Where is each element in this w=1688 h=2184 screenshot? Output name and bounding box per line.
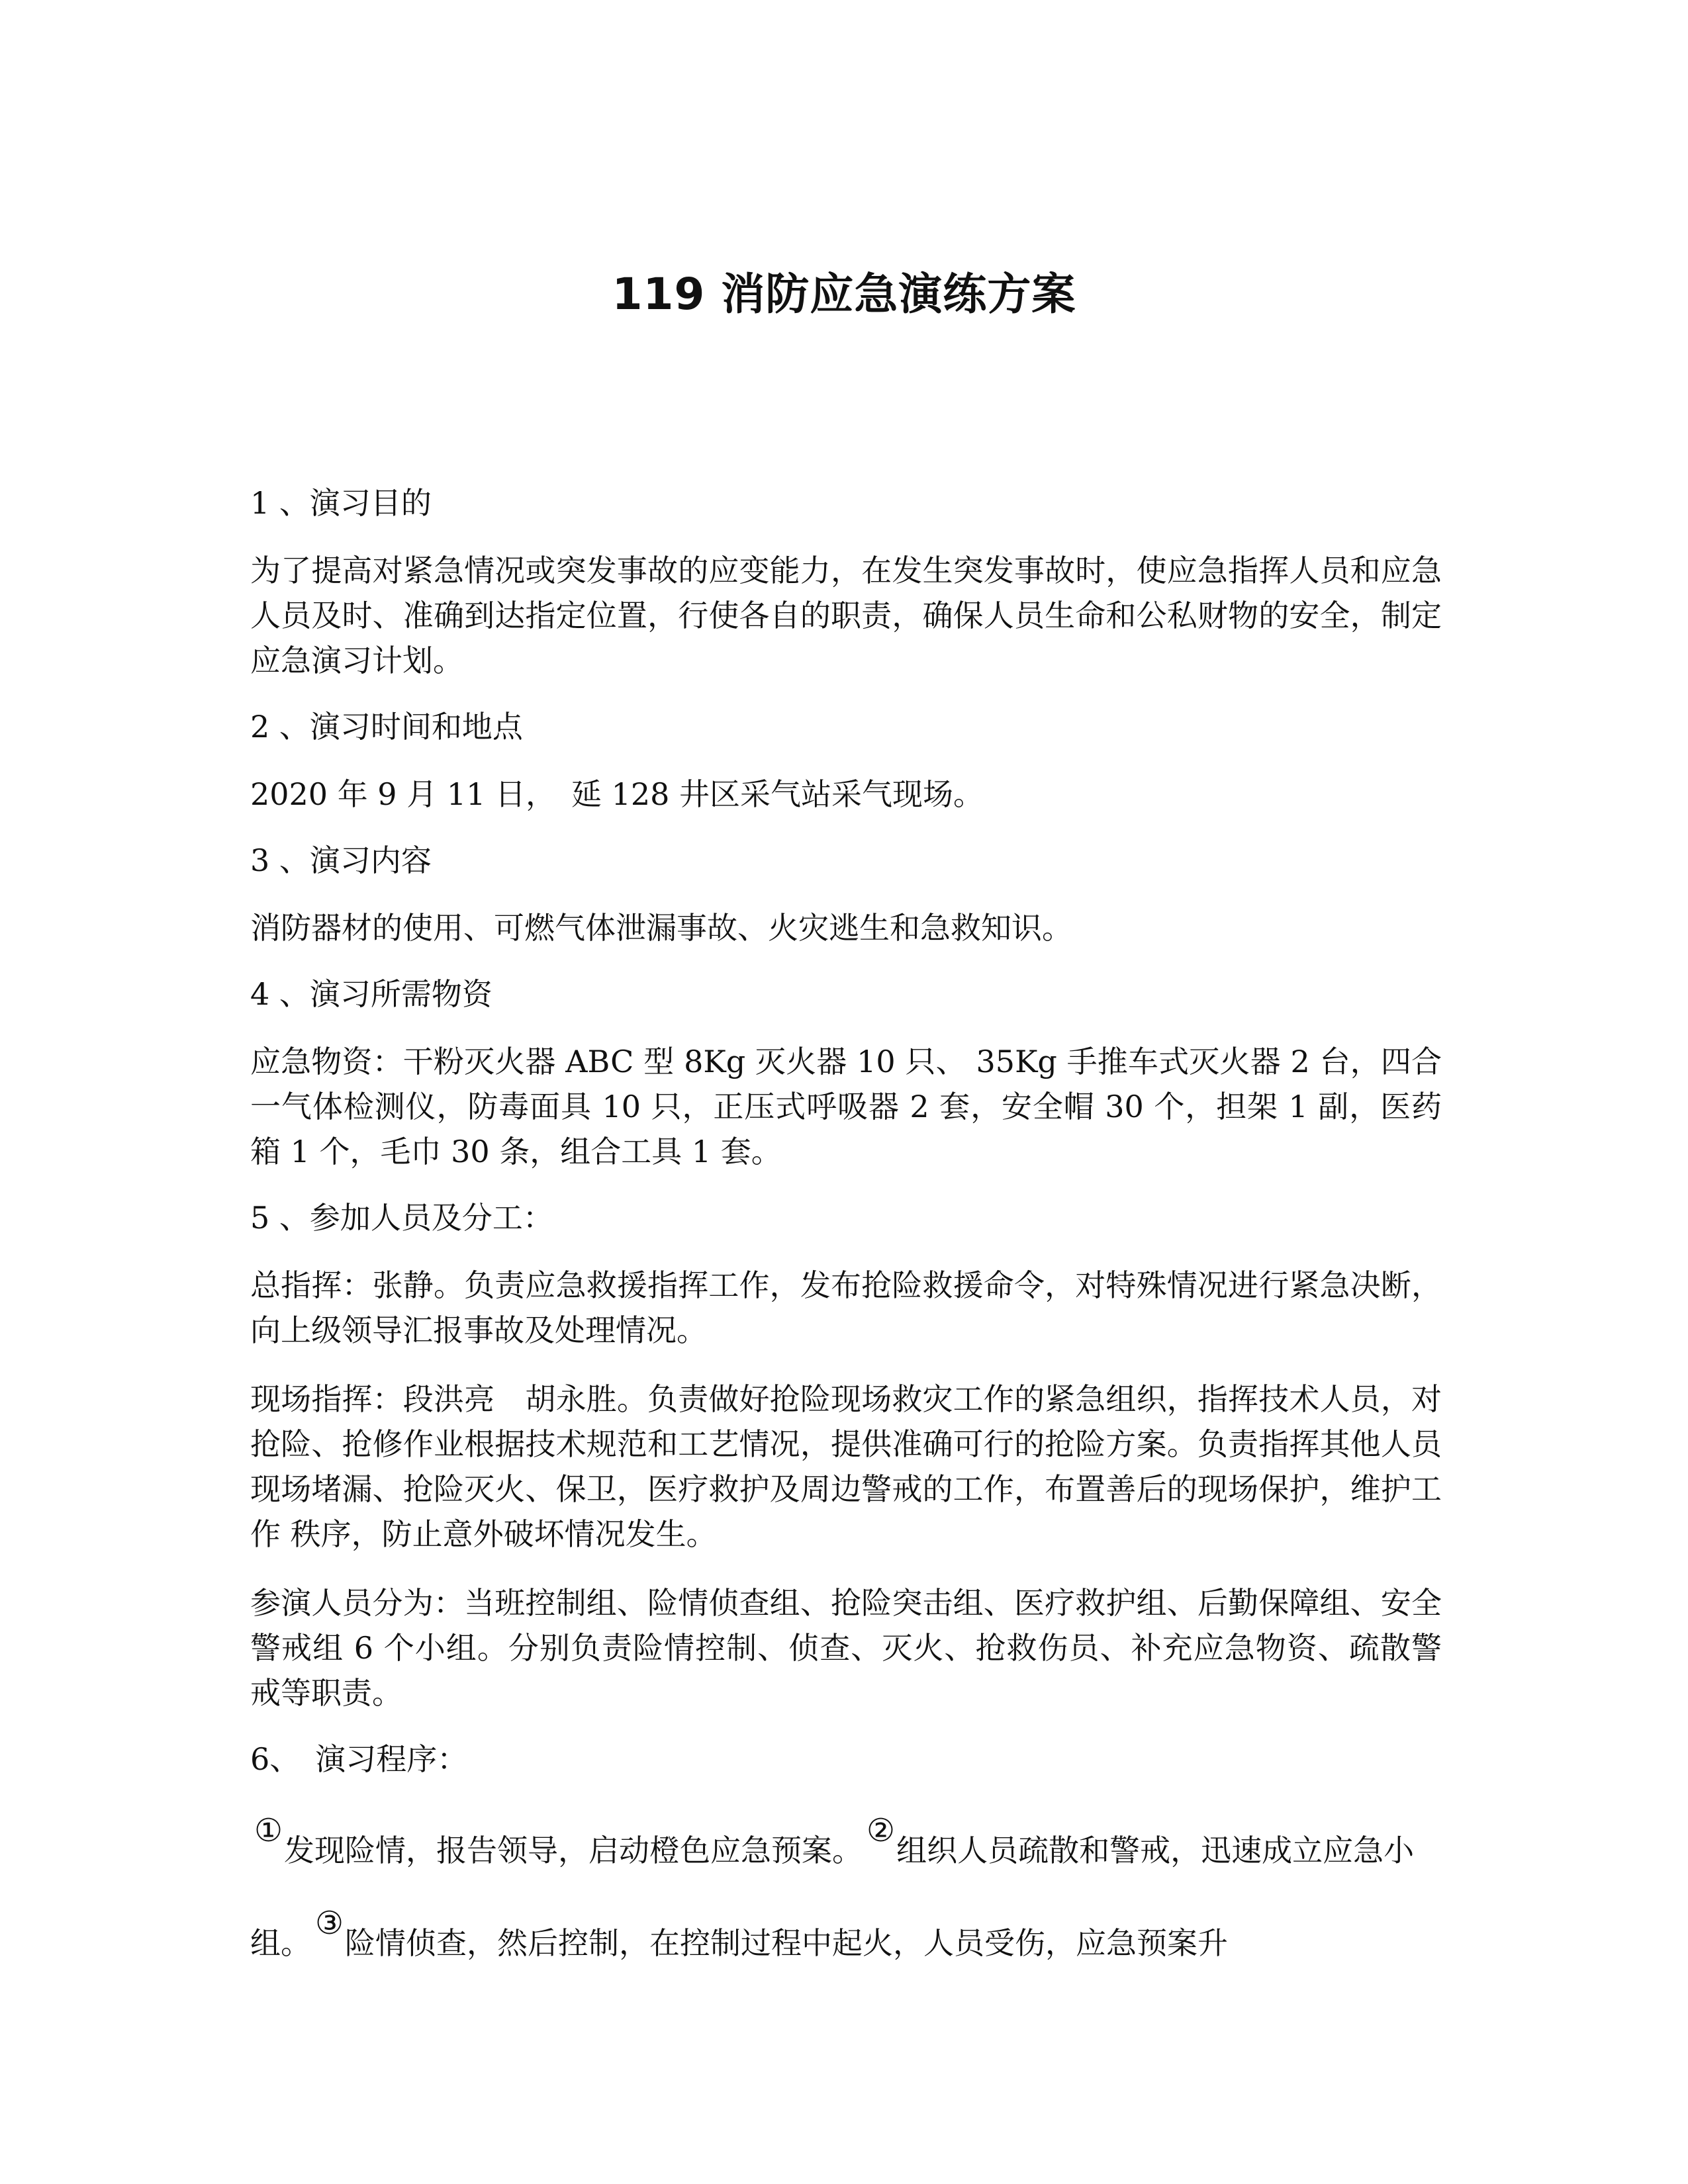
step-marker-3: ③ xyxy=(315,1905,344,1942)
step-text-2: 组织人员疏散和警戒，迅速成立应急小组。 xyxy=(250,1833,1415,1961)
step-text-3: 险情侦查，然后控制，在控制过程中起火，人员受伤，应急预案升 xyxy=(345,1925,1229,1961)
document-title: 119 消防应急演练方案 xyxy=(612,269,1076,320)
procedure-steps xyxy=(250,1804,1442,1989)
personnel-groups: 参演人员分为：当班控制组、险情侦查组、抢险突击组、医疗救护组、后勤保障组、安全警戒组 6 个小组。分别负责险情控制、侦查、灭火、抢救伤员、补充应急物资、疏散警戒等职责。 xyxy=(250,1585,1442,1711)
section-text-content: 消防器材的使用、可燃气体泄漏事故、火灾逃生和急救知识。 xyxy=(250,910,1072,946)
section-heading-procedure: 6、 演习程序： xyxy=(250,1741,468,1777)
document-body xyxy=(250,483,1442,1989)
step-marker-1: ① xyxy=(254,1812,283,1849)
section-heading-purpose: 1 、演习目的 xyxy=(250,485,432,521)
section-text-time-place: 2020 年 9 月 11 日， 延 128 井区采气站采气现场。 xyxy=(250,776,984,812)
personnel-commander: 总指挥：张静。负责应急救援指挥工作，发布抢险救援命令，对特殊情况进行紧急决断，向上级领导汇报事故及处理情况。 xyxy=(250,1267,1442,1348)
section-heading-personnel: 5 、参加人员及分工： xyxy=(250,1200,553,1236)
section-heading-content: 3 、演习内容 xyxy=(250,842,432,878)
section-text-purpose: 为了提高对紧急情况或突发事故的应变能力，在发生突发事故时，使应急指挥人员和应急人员及时、准确到达指定位置，行使各自的职责，确保人员生命和公私财物的安全，制定应急演习计划。 xyxy=(250,553,1442,678)
section-text-materials: 应急物资：干粉灭火器 ABC 型 8Kg 灭火器 10 只、 35Kg 手推车式灭火器 2 台，四合一气体检测仪，防毒面具 10 只，正压式呼吸器 2 套，安全帽 30 个，担架 1 副，医药箱 1 个，毛巾 30 条，组合工具 1 套。 xyxy=(250,1044,1442,1169)
section-heading-materials: 4 、演习所需物资 xyxy=(250,976,492,1012)
step-text-1: 发现险情，报告领导，启动橙色应急预案。 xyxy=(284,1833,863,1868)
step-marker-2: ② xyxy=(867,1812,896,1849)
personnel-site-commander: 现场指挥：段洪亮 胡永胜。负责做好抢险现场救灾工作的紧急组织，指挥技术人员，对抢险、抢修作业根据技术规范和工艺情况，提供准确可行的抢险方案。负责指挥其他人员现场堵漏、抢险灭火、保卫，医疗救护及周边警戒的工作，布置善后的现场保护，维护工作 秩序，防止意外破坏情况发生。 xyxy=(250,1381,1442,1552)
section-heading-time-place: 2 、演习时间和地点 xyxy=(250,709,523,745)
